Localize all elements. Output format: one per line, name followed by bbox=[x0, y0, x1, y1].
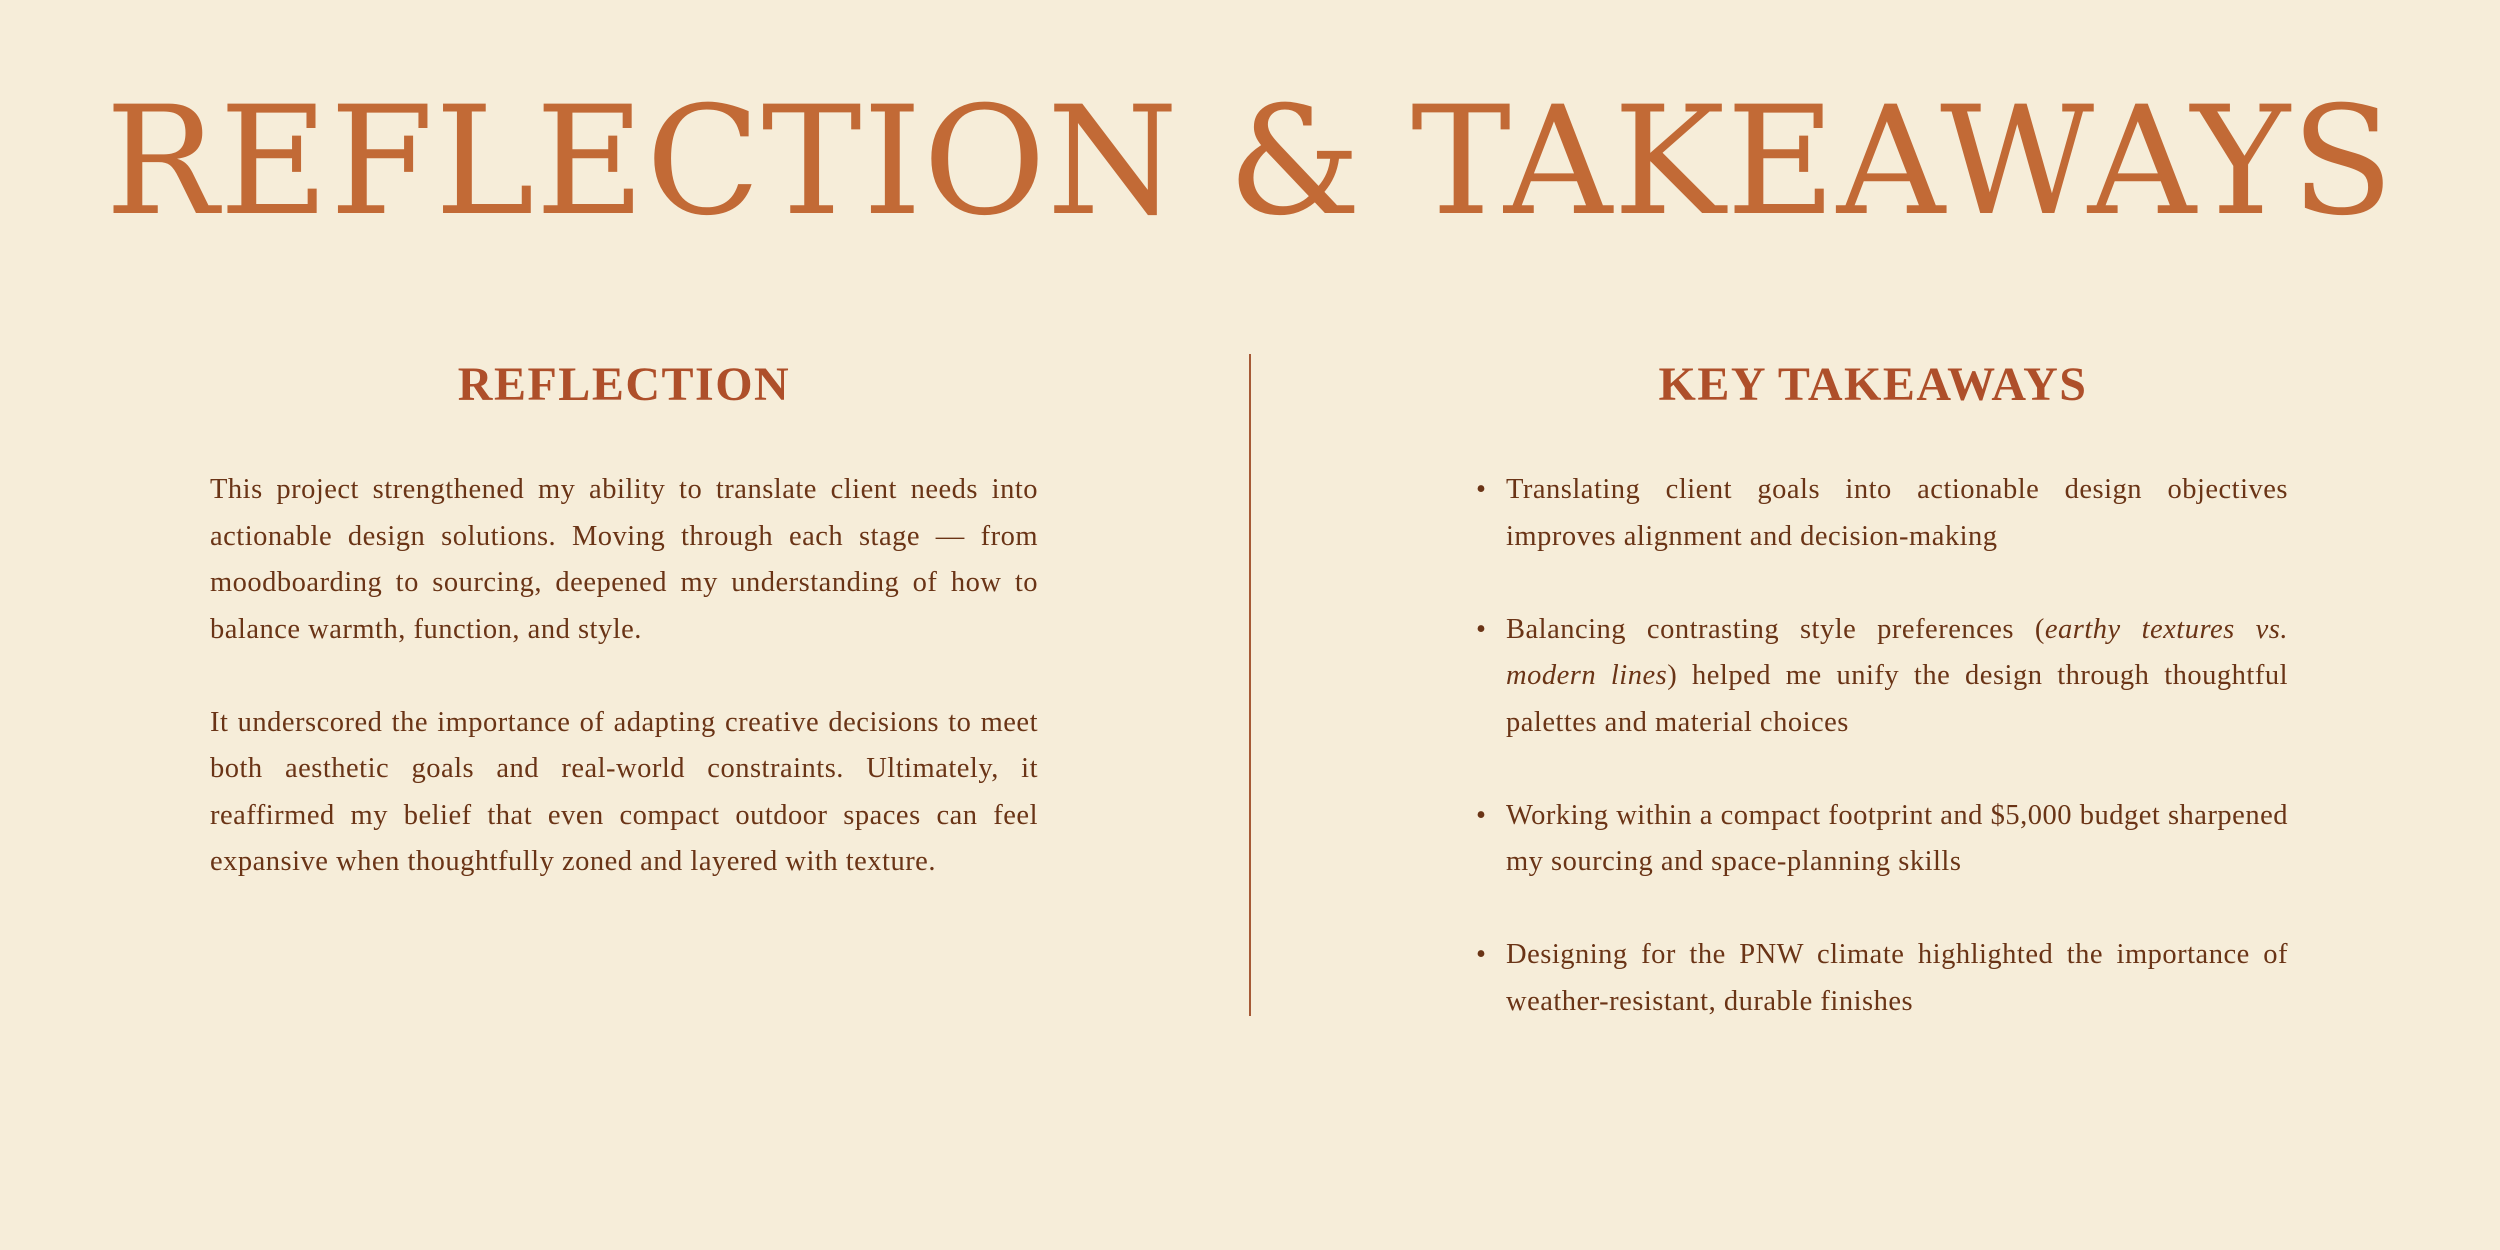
list-item bbox=[1476, 467, 2288, 560]
page-title: REFLECTION & TAKEAWAYS bbox=[105, 75, 2395, 249]
reflection-heading: REFLECTION bbox=[457, 358, 791, 411]
bullet-icon: • bbox=[1476, 474, 1487, 505]
takeaway-text: Working within a compact footprint and $5,000 budget sharpened my sourcing and space-planning skills bbox=[1506, 799, 2288, 877]
takeaway-italic-text: earthy textures vs. modern lines bbox=[1506, 613, 2288, 691]
reflection-paragraph: It underscored the importance of adapting creative decisions to meet both aesthetic goals and real-world constraints. Ultimately, it reaffirmed my belief that even compact outdoor spaces can feel expansive when thoughtfully zoned and layered with texture. bbox=[210, 706, 1038, 877]
list-item bbox=[1476, 932, 2288, 1025]
column-divider bbox=[1249, 354, 1251, 1016]
bullet-icon: • bbox=[1476, 939, 1487, 970]
key-takeaways-heading: KEY TAKEAWAYS bbox=[1658, 358, 2088, 411]
takeaway-text: Designing for the PNW climate highlighted the importance of weather-resistant, durable finishes bbox=[1506, 939, 2288, 1017]
bullet-icon: • bbox=[1476, 613, 1487, 645]
key-takeaways-list bbox=[1476, 467, 2288, 1072]
list-item bbox=[1476, 793, 2288, 886]
list-item bbox=[1476, 607, 2288, 747]
takeaway-text-start: Balancing contrasting style preferences ( bbox=[1506, 613, 2045, 645]
reflection-section bbox=[210, 467, 1038, 932]
reflection-paragraph: This project strengthened my ability to translate client needs into actionable design solutions. Moving through each stage — from moodboarding to sourcing, deepened my understanding of how to balance warmth, function, and style. bbox=[210, 474, 1038, 645]
takeaway-text: Translating client goals into actionable design objectives improves alignment and decision-making bbox=[1506, 474, 2288, 552]
bullet-icon: • bbox=[1476, 799, 1487, 831]
takeaway-text-end: ) helped me unify the design through thoughtful palettes and material choices bbox=[1506, 660, 2288, 738]
